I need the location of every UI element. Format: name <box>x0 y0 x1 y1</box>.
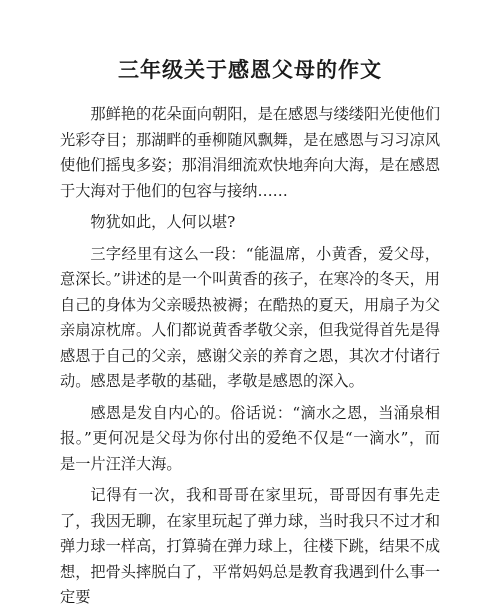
document-title: 三年级关于感恩父母的作文 <box>118 57 382 82</box>
paragraph-4: 感恩是发自内心的。俗话说：“滴水之恩，当涌泉相报。”更何况是父母为你付出的爱绝不仅是“一滴水”，而是一片汪洋大海。 <box>60 403 440 473</box>
paragraph-3: 三字经里有这么一段：“能温席，小黄香，爱父母，意深长。”讲述的是一个叫黄香的孩子，在寒冷的冬天，用自己的身体为父亲暖热被褥；在酷热的夏天，用扇子为父亲扇凉枕席。人们都说黄香孝敬父亲，但我觉得首先是得感恩于自己的父亲，感谢父亲的养育之恩，其次才付诸行动。感恩是孝敬的基础，孝敬是感恩的深入。 <box>60 244 440 390</box>
paragraph-1: 那鲜艳的花朵面向朝阳，是在感恩与缕缕阳光使他们光彩夺目；那湖畔的垂柳随风飘舞，是在感恩与习习凉风使他们摇曳多姿；那涓涓细流欢快地奔向大海，是在感恩于大海对于他们的包容与接纳…… <box>60 105 440 200</box>
paragraph-5: 记得有一次，我和哥哥在家里玩，哥哥因有事先走了，我因无聊，在家里玩起了弹力球，当时我只不过才和弹力球一样高，打算骑在弹力球上，往楼下跳，结果不成想，把骨头摔脱白了，平常妈妈总是教育我遇到什么事一定要 <box>60 486 440 606</box>
paragraph-2: 物犹如此，人何以堪? <box>90 213 236 231</box>
